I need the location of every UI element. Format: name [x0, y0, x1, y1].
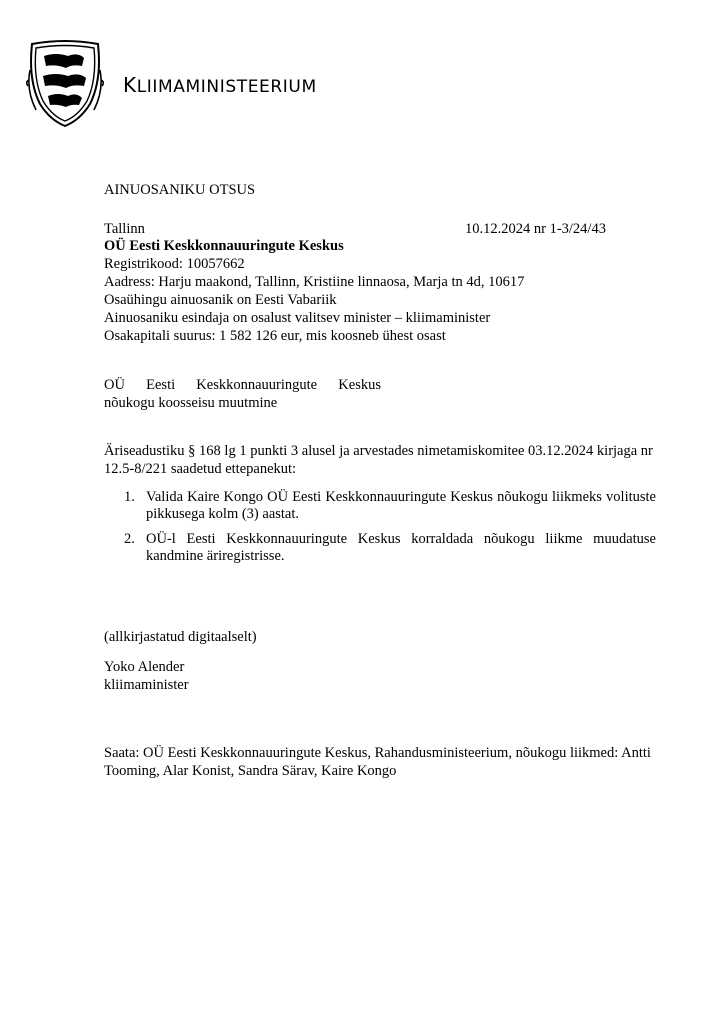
- registry-code: Registrikood: 10057662: [104, 256, 245, 272]
- subject-line-2: nõukogu koosseisu muutmine: [104, 395, 278, 411]
- signer-title: kliimaminister: [104, 677, 189, 693]
- ministry-name: KLIIMAMINISTEERIUM: [123, 73, 317, 97]
- coat-of-arms-icon: [26, 40, 104, 128]
- share-capital: Osakapitali suurus: 1 582 126 eur, mis koosneb ühest osast: [104, 328, 446, 344]
- document-date-number: 10.12.2024 nr 1-3/24/43: [465, 221, 606, 237]
- preamble-line-1: Äriseadustiku § 168 lg 1 punkti 3 alusel ja arvestades nimetamiskomitee 03.12.2024 kirjaga nr: [104, 443, 653, 459]
- point-text: OÜ-l Eesti Keskkonnauuringute Keskus korraldada nõukogu liikme muudatuse kandmine äriregistrisse.: [146, 531, 656, 564]
- shareholder-representative: Ainuosaniku esindaja on osalust valitsev minister – kliimaminister: [104, 310, 491, 326]
- signature-note: (allkirjastatud digitaalselt): [104, 629, 257, 645]
- sole-shareholder: Osaühingu ainuosanik on Eesti Vabariik: [104, 292, 337, 308]
- point-text: Valida Kaire Kongo OÜ Eesti Keskkonnauuringute Keskus nõukogu liikmeks volituste pikkusega kolm (3) aastat.: [146, 489, 656, 522]
- document-place: Tallinn: [104, 221, 145, 237]
- point-number: 2.: [124, 531, 135, 547]
- decision-points: [104, 489, 656, 573]
- decision-point: [104, 489, 656, 523]
- company-address: Aadress: Harju maakond, Tallinn, Kristiine linnaosa, Marja tn 4d, 10617: [104, 274, 525, 290]
- signer-name: Yoko Alender: [104, 659, 185, 675]
- document-type-title: AINUOSANIKU OTSUS: [104, 182, 256, 198]
- decision-point: [104, 531, 656, 565]
- recipients-line-1: Saata: OÜ Eesti Keskkonnauuringute Keskus, Rahandusministeerium, nõukogu liikmed: Antti: [104, 745, 651, 761]
- company-name: OÜ Eesti Keskkonnauuringute Keskus: [104, 238, 344, 254]
- preamble-line-2: 12.5-8/221 saadetud ettepanekut:: [104, 461, 297, 477]
- subject-line-1: OÜ Eesti Keskkonnauuringute Keskus: [104, 377, 381, 393]
- point-number: 1.: [124, 489, 135, 505]
- recipients-line-2: Tooming, Alar Konist, Sandra Särav, Kaire Kongo: [104, 763, 397, 779]
